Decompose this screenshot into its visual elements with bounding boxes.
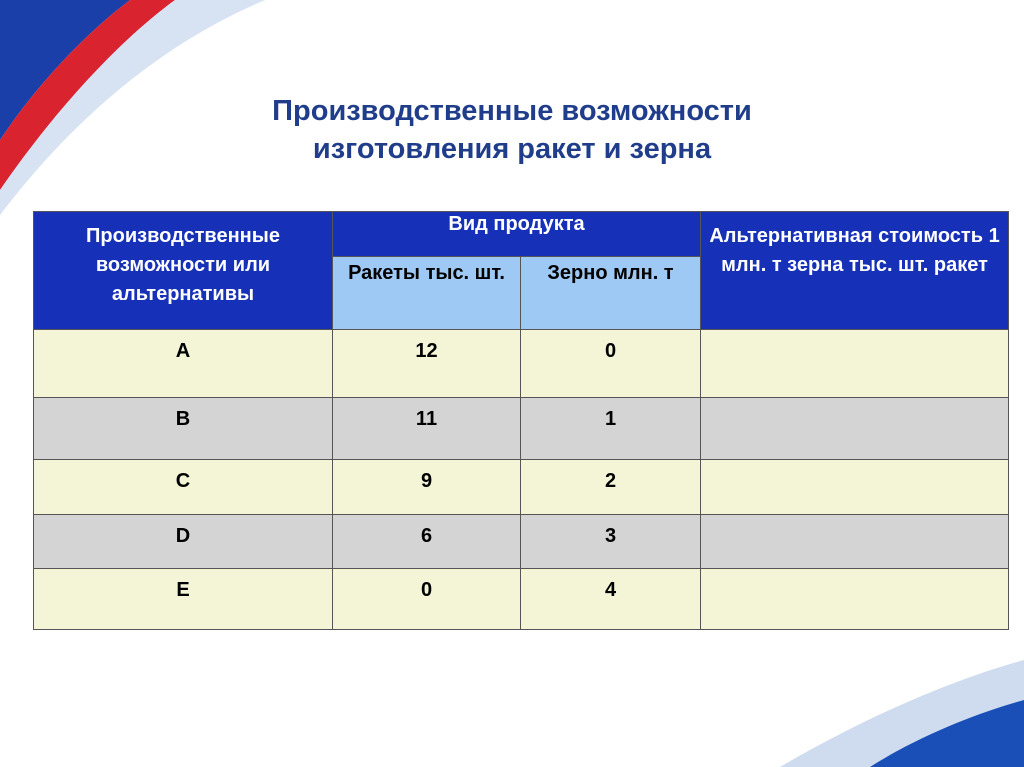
- header-rockets: Ракеты тыс. шт.: [333, 257, 521, 330]
- cell-grain: 0: [521, 330, 701, 398]
- cell-alt-cost: [701, 460, 1009, 515]
- cell-rockets: 12: [333, 330, 521, 398]
- cell-grain: 4: [521, 569, 701, 630]
- cell-alt-cost: [701, 330, 1009, 398]
- cell-rockets: 9: [333, 460, 521, 515]
- cell-rockets: 6: [333, 515, 521, 569]
- header-alternatives: Производственные возможности или альтернативы: [34, 212, 333, 330]
- cell-grain: 2: [521, 460, 701, 515]
- cell-alternative: C: [34, 460, 333, 515]
- cell-alternative: E: [34, 569, 333, 630]
- table-row: [34, 515, 1009, 569]
- production-table: [33, 211, 1009, 630]
- table-row: [34, 569, 1009, 630]
- cell-alt-cost: [701, 569, 1009, 630]
- table-row: [34, 460, 1009, 515]
- cell-grain: 3: [521, 515, 701, 569]
- cell-grain: 1: [521, 398, 701, 460]
- cell-alternative: B: [34, 398, 333, 460]
- table-row: [34, 330, 1009, 398]
- header-grain: Зерно млн. т: [521, 257, 701, 330]
- header-alt-cost: Альтернативная стоимость 1 млн. т зерна тыс. шт. ракет: [701, 212, 1009, 330]
- cell-rockets: 11: [333, 398, 521, 460]
- cell-alt-cost: [701, 515, 1009, 569]
- header-product-type: Вид продукта: [333, 212, 701, 257]
- cell-alternative: A: [34, 330, 333, 398]
- title-line-1: Производственные возможности: [272, 95, 752, 127]
- cell-alternative: D: [34, 515, 333, 569]
- slide-title: [180, 92, 844, 168]
- table-row: [34, 398, 1009, 460]
- cell-rockets: 0: [333, 569, 521, 630]
- title-line-2: изготовления ракет и зерна: [312, 133, 712, 165]
- cell-alt-cost: [701, 398, 1009, 460]
